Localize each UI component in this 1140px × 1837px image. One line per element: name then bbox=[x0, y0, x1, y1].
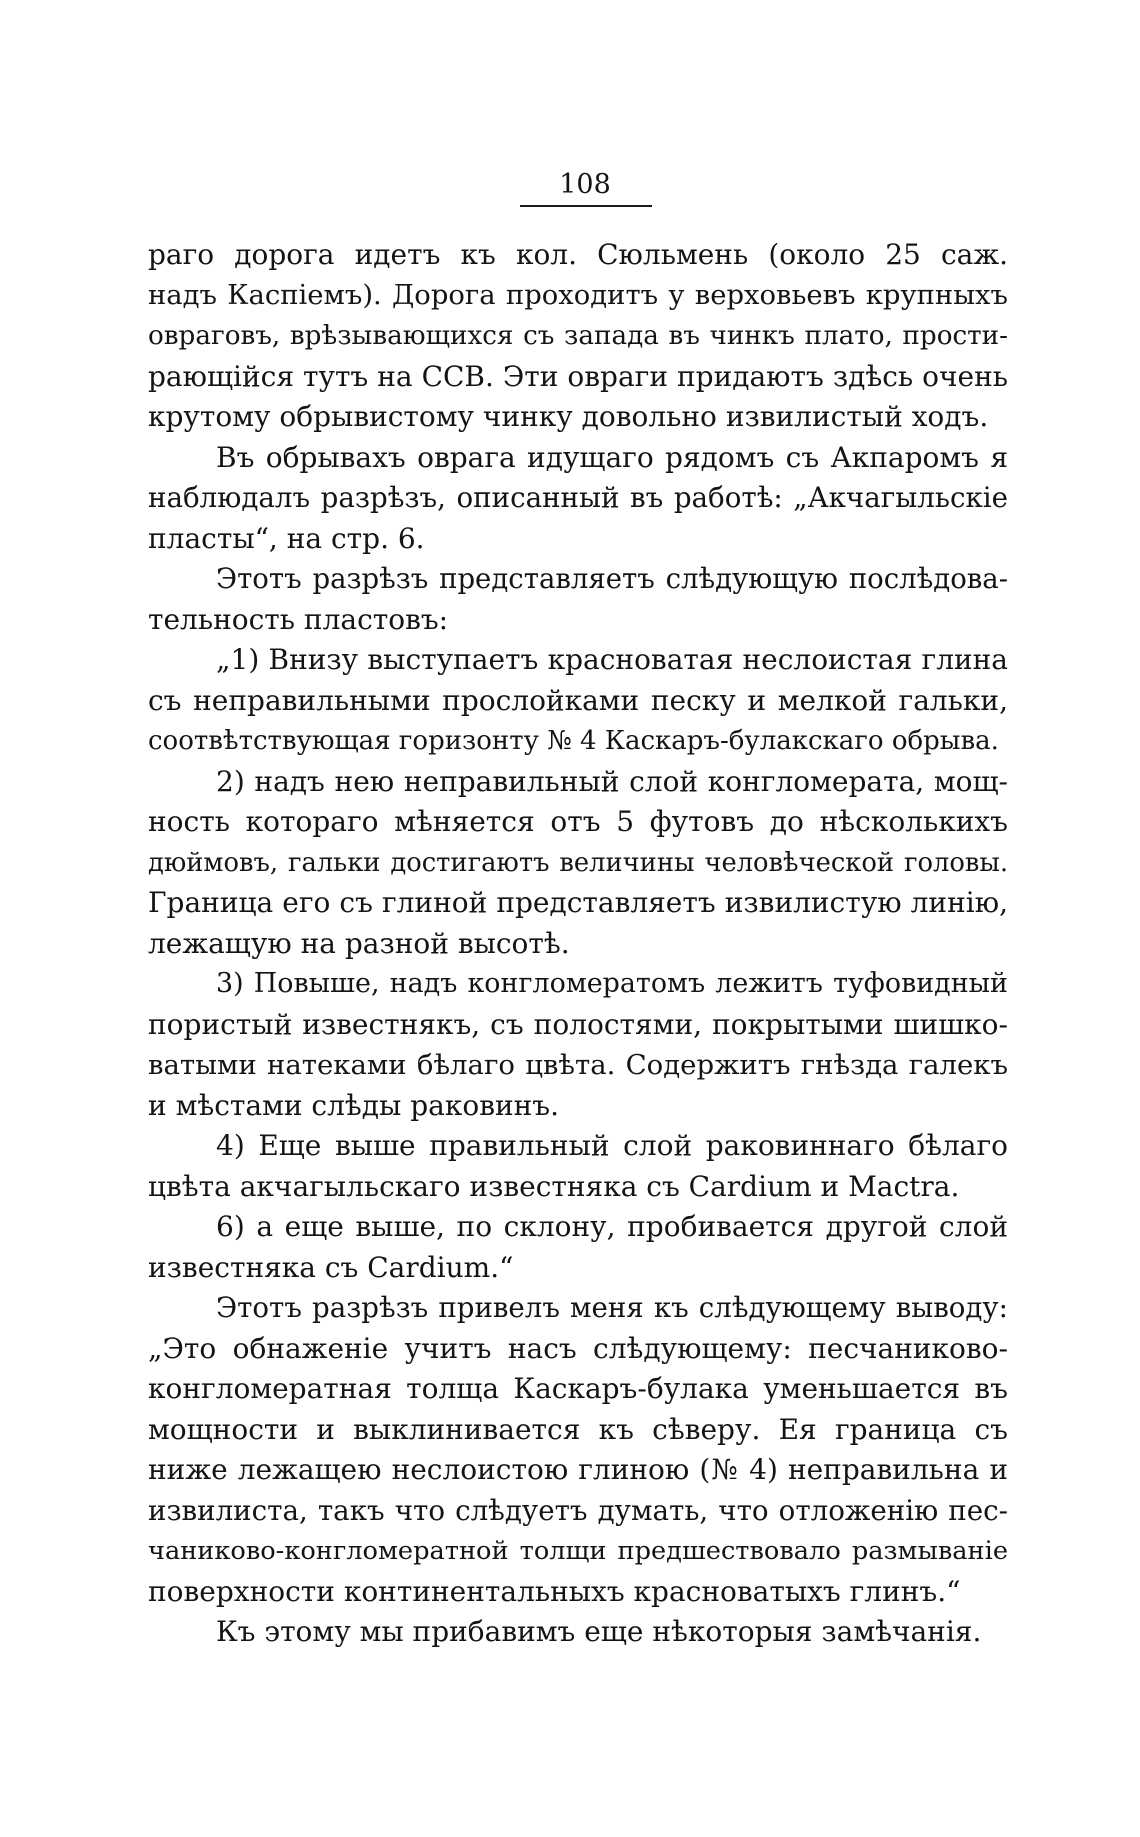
text-line: „1) Внизу выступаетъ красноватая неслоистая глина bbox=[216, 643, 1008, 676]
paragraph-layer-4 bbox=[148, 1126, 1008, 1207]
text-line: ниже лежащею неслоистою глиною (№ 4) неправильна и bbox=[148, 1453, 1008, 1486]
text-line: тельность пластовъ: bbox=[148, 602, 449, 636]
text-line: 6) а еще выше, по склону, пробивается другой слой bbox=[216, 1210, 1008, 1243]
text-line: Этотъ разрѣзъ представляетъ слѣдующую послѣдова- bbox=[216, 563, 1008, 595]
text-line: мощности и выклинивается къ сѣверу. Ея граница съ bbox=[148, 1412, 1008, 1446]
text-line: 2) надъ нею неправильный слой конгломерата, мощ- bbox=[216, 764, 1008, 798]
text-line: Этотъ разрѣзъ привелъ меня къ слѣдующему выводу: bbox=[216, 1291, 1008, 1324]
text-line: ность котораго мѣняется отъ 5 футовъ до нѣсколькихъ bbox=[148, 805, 1008, 838]
paragraph-layer-1 bbox=[148, 640, 1008, 762]
text-line: ватыми натеками бѣлаго цвѣта. Содержитъ гнѣзда галекъ bbox=[148, 1049, 1008, 1081]
paragraph-layer-sequence-intro bbox=[148, 559, 1008, 640]
text-line: Граница его съ глиной представляетъ извилистую линію, bbox=[148, 886, 1008, 919]
text-line: известняка съ Cardium.“ bbox=[148, 1250, 514, 1284]
text-line: Въ обрывахъ оврага идущаго рядомъ съ Акпаромъ я bbox=[216, 440, 1008, 474]
paragraph-road-description bbox=[148, 235, 1008, 438]
text-line: конгломератная толща Каскаръ-булака уменьшается въ bbox=[148, 1372, 1008, 1405]
text-line: пористый известнякъ, съ полостями, покрытыми шишко- bbox=[148, 1007, 1008, 1041]
text-line: надъ Каспіемъ). Дорога проходитъ у верховьевъ крупныхъ bbox=[148, 279, 1008, 311]
text-line: „Это обнаженіе учитъ насъ слѣдующему: песчаниково- bbox=[148, 1331, 1008, 1365]
text-line: Къ этому мы прибавимъ еще нѣкоторыя замѣчанія. bbox=[216, 1615, 982, 1648]
page-number-rule bbox=[520, 205, 652, 207]
text-line: поверхности континентальныхъ красноватыхъ глинъ.“ bbox=[148, 1574, 961, 1608]
text-line: и мѣстами слѣды раковинъ. bbox=[148, 1088, 559, 1122]
body-text bbox=[148, 235, 1008, 1653]
text-line: крутому обрывистому чинку довольно извилистый ходъ. bbox=[148, 400, 989, 433]
paragraph-layer-6 bbox=[148, 1207, 1008, 1288]
paragraph-remarks bbox=[148, 1612, 1008, 1653]
text-line: 4) Еще выше правильный слой раковиннаго бѣлаго bbox=[216, 1129, 1008, 1162]
text-line: дюймовъ, гальки достигаютъ величины человѣческой головы. bbox=[148, 847, 1008, 878]
paragraph-layer-2 bbox=[148, 762, 1008, 965]
text-line: лежащую на разной высотѣ. bbox=[148, 926, 570, 960]
paragraph-layer-3 bbox=[148, 964, 1008, 1126]
text-line: наблюдалъ разрѣзъ, описанный въ работѣ: „Акчагыльскіе bbox=[148, 481, 1008, 514]
text-line: 3) Повыше, надъ конгломератомъ лежитъ туфовидный bbox=[216, 968, 1008, 999]
text-line: чаниково-конгломератной толщи предшествовало размываніе bbox=[148, 1536, 1008, 1566]
text-line: рающійся тутъ на ССВ. Эти овраги придаютъ здѣсь очень bbox=[148, 359, 1008, 393]
paragraph-observed-section bbox=[148, 438, 1008, 560]
text-line: съ неправильными прослойками песку и мелкой гальки, bbox=[148, 683, 1008, 717]
text-line: пласты“, на стр. 6. bbox=[148, 521, 425, 555]
page-number: 108 bbox=[559, 169, 611, 200]
text-line: раго дорога идетъ къ кол. Сюльмень (около 25 саж. bbox=[148, 238, 1008, 271]
paragraph-conclusion bbox=[148, 1288, 1008, 1612]
text-line: извилиста, такъ что слѣдуетъ думать, что отложенію пес- bbox=[148, 1493, 1008, 1527]
text-line: овраговъ, врѣзывающихся съ запада въ чинкъ плато, прости- bbox=[148, 321, 1008, 351]
text-line: соотвѣтствующая горизонту № 4 Каскаръ-булакскаго обрыва. bbox=[148, 726, 999, 756]
text-line: цвѣта акчагыльскаго известняка съ Cardium и Mactra. bbox=[148, 1169, 960, 1203]
